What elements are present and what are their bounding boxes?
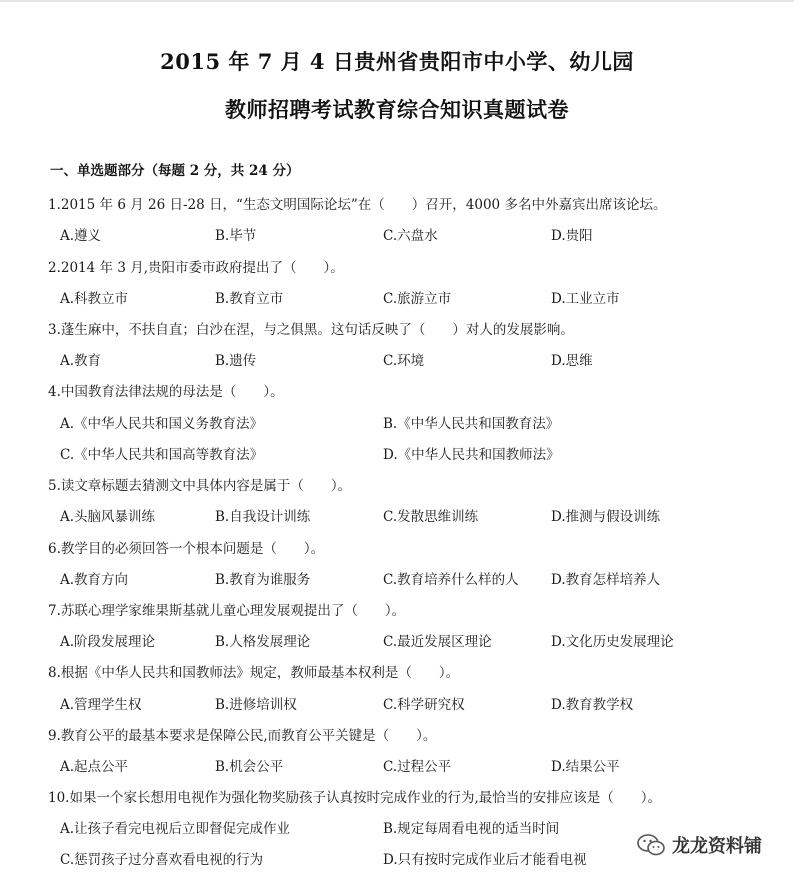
watermark-text: 龙龙资料铺	[672, 836, 762, 857]
question-9-option-b: B.机会公平	[215, 759, 284, 775]
question-4-option-d: D.《中华人民共和国教师法》	[383, 447, 560, 463]
question-3-option-d: D.思维	[551, 353, 593, 369]
question-2-option-d: D.工业立市	[551, 291, 620, 307]
question-9-option-c: C.过程公平	[383, 759, 452, 775]
question-4-option-c: C.《中华人民共和国高等教育法》	[60, 447, 264, 463]
question-4-option-a: A.《中华人民共和国义务教育法》	[60, 416, 264, 432]
question-6-option-a: A.教育方向	[60, 572, 129, 588]
question-2-option-b: B.教育立市	[215, 291, 284, 307]
question-stem-3: 3.蓬生麻中，不扶自直；白沙在涅，与之俱黑。这句话反映了（ ）对人的发展影响。	[48, 322, 574, 338]
question-9-option-d: D.结果公平	[551, 759, 620, 775]
question-8-option-a: A.管理学生权	[60, 697, 142, 713]
question-1-option-d: D.贵阳	[551, 228, 593, 244]
question-2-option-c: C.旅游立市	[383, 291, 452, 307]
question-9-option-a: A.起点公平	[60, 759, 129, 775]
question-8-option-d: D.教育教学权	[551, 697, 634, 713]
section-heading: 一、单选题部分（每题 2 分，共 24 分）	[50, 163, 300, 179]
question-3-option-b: B.遗传	[215, 353, 257, 369]
question-1-option-c: C.六盘水	[383, 228, 438, 244]
exam-title-line-1: 2015 年 7 月 4 日贵州省贵阳市中小学、幼儿园	[160, 49, 634, 74]
question-4-option-b: B.《中华人民共和国教育法》	[383, 416, 560, 432]
question-6-option-c: C.教育培养什么样的人	[383, 572, 519, 588]
question-stem-6: 6.教学目的必须回答一个根本问题是（ ）。	[48, 541, 325, 557]
question-stem-1: 1.2015 年 6 月 26 日-28 日，“生态文明国际论坛”在（ ）召开，4000 多名中外嘉宾出席该论坛。	[48, 197, 667, 213]
page-top-border	[0, 0, 794, 2]
question-5-option-c: C.发散思维训练	[383, 509, 479, 525]
question-7-option-c: C.最近发展区理论	[383, 634, 492, 650]
question-10-option-c: C.惩罚孩子过分喜欢看电视的行为	[60, 852, 264, 868]
question-5-option-a: A.头脑风暴训练	[60, 509, 156, 525]
question-7-option-b: B.人格发展理论	[215, 634, 311, 650]
question-stem-5: 5.读文章标题去猜测文中具体内容是属于（ ）。	[48, 478, 352, 494]
question-stem-9: 9.教育公平的最基本要求是保障公民,而教育公平关键是（ ）。	[48, 728, 437, 744]
question-6-option-d: D.教育怎样培养人	[551, 572, 661, 588]
question-1-option-a: A.遵义	[60, 228, 102, 244]
question-2-option-a: A.科教立市	[60, 291, 129, 307]
question-stem-4: 4.中国教育法律法规的母法是（ ）。	[48, 384, 284, 400]
question-8-option-b: B.进修培训权	[215, 697, 297, 713]
question-3-option-a: A.教育	[60, 353, 102, 369]
question-stem-10: 10.如果一个家长想用电视作为强化物奖励孩子认真按时完成作业的行为,最恰当的安排应该是（ ）。	[48, 790, 662, 806]
question-7-option-d: D.文化历史发展理论	[551, 634, 674, 650]
question-5-option-d: D.推测与假设训练	[551, 509, 661, 525]
question-10-option-a: A.让孩子看完电视后立即督促完成作业	[60, 821, 291, 837]
question-3-option-c: C.环境	[383, 353, 425, 369]
watermark	[636, 832, 762, 858]
exam-title-line-2: 教师招聘考试教育综合知识真题试卷	[225, 97, 569, 122]
question-stem-8: 8.根据《中华人民共和国教师法》规定，教师最基本权利是（ ）。	[48, 665, 460, 681]
question-5-option-b: B.自我设计训练	[215, 509, 311, 525]
question-10-option-d: D.只有按时完成作业后才能看电视	[383, 852, 587, 868]
question-stem-7: 7.苏联心理学家维果斯基就儿童心理发展观提出了（ ）。	[48, 603, 406, 619]
question-stem-2: 2.2014 年 3 月,贵阳市委市政府提出了（ ）。	[48, 260, 344, 276]
wechat-icon	[636, 832, 666, 858]
question-1-option-b: B.毕节	[215, 228, 257, 244]
question-7-option-a: A.阶段发展理论	[60, 634, 156, 650]
question-10-option-b: B.规定每周看电视的适当时间	[383, 821, 560, 837]
question-6-option-b: B.教育为谁服务	[215, 572, 311, 588]
question-8-option-c: C.科学研究权	[383, 697, 465, 713]
